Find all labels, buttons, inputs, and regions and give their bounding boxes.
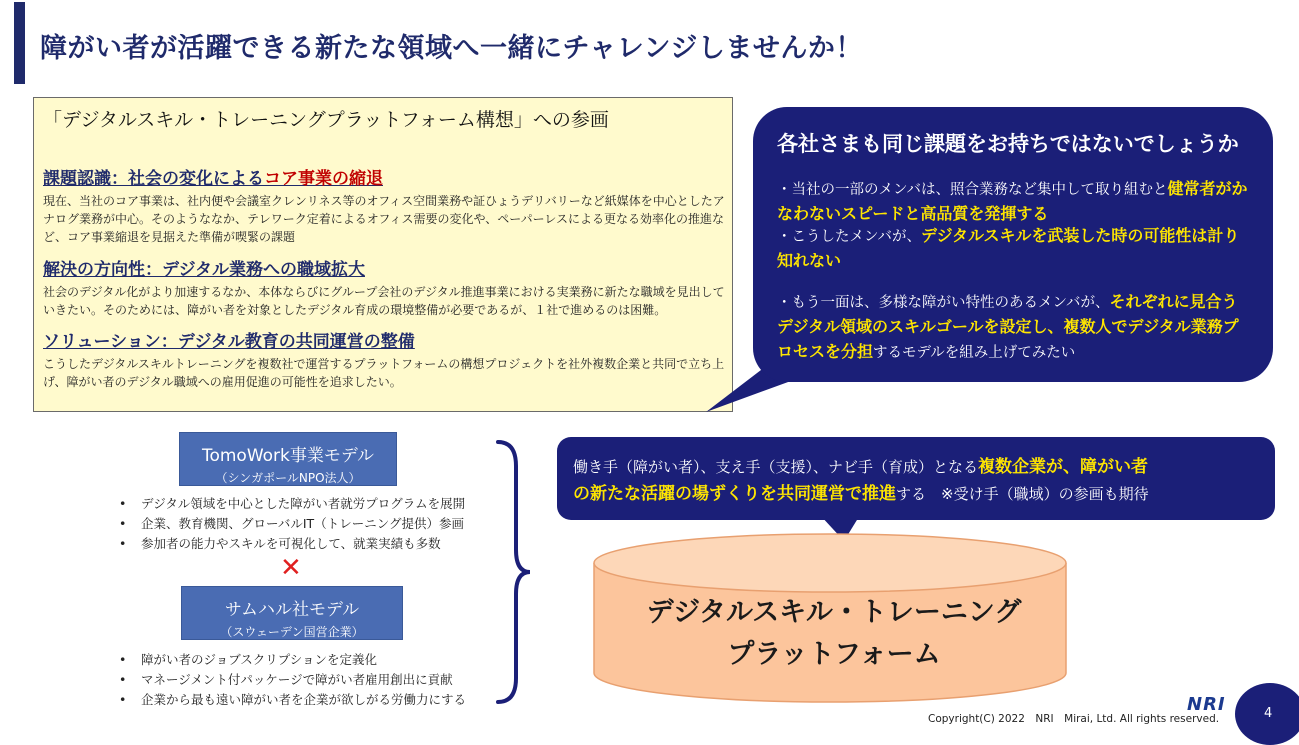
platform-label: プラットフォーム: [727, 639, 941, 670]
page-title: 障がい者が活躍できる新たな領域へ一緒にチャレンジしませんか！: [40, 33, 863, 64]
callout-point-model: ・もう一面は、多様な障がい特性のあるメンバが、それぞれに見合うデジタル領域のスキルゴールを設定し、複数人でデジタル業務プロセスを分担するモデルを組み上げてみたい: [777, 292, 1239, 361]
model-box-samhall: [181, 586, 403, 640]
model-name: サムハル社モデル: [224, 600, 360, 620]
callout-title: 各社さまも同じ課題をお持ちではないでしょうか: [777, 132, 1239, 156]
curly-brace-icon: [490, 438, 540, 706]
heading-highlight: コア事業の縮退: [264, 169, 383, 189]
list-item: • 参加者の能力やスキルを可視化して、就業実績も多数: [119, 534, 465, 554]
title-accent-bar: [14, 2, 25, 84]
list-item: • マネージメント付パッケージで障がい者雇用創出に貢献: [119, 670, 466, 690]
list-item: • 企業から最も遠い障がい者を企業が欲しがる労働力にする: [119, 690, 466, 710]
section-heading-issue: 課題認識：社会の変化によるコア事業の縮退: [43, 169, 383, 189]
list-item: • 障がい者のジョブスクリプションを定義化: [119, 650, 466, 670]
platform-label: デジタルスキル・トレーニング: [646, 597, 1022, 628]
callout-point-speed: ・当社の一部のメンバは、照合業務など集中して取り組むと健常者がかなわないスピードと高品質を発揮する: [777, 179, 1248, 223]
section-heading-direction: 解決の方向性：デジタル業務への職域拡大: [43, 260, 365, 280]
page-number: 4: [1264, 706, 1273, 721]
list-item: • 企業、教育機関、グローバルIT（トレーニング提供）参画: [119, 514, 465, 534]
cross-icon: ✕: [280, 553, 302, 583]
section-heading-solution: ソリューション：デジタル教育の共同運営の整備: [43, 332, 415, 352]
roles-line-1: 働き手（障がい者）、支え手（支援）、ナビ手（育成）となる複数企業が、障がい者: [573, 457, 1149, 477]
model-subtitle: （スウェーデン国営企業）: [220, 625, 364, 639]
section-body-issue: 現在、当社のコア事業は、社内便や会議室クレンリネス等のオフィス空間業務や証ひょうデリバリーなど紙媒体を中心としたアナログ業務が中心。そのようななか、テレワーク定着によるオフィス需要の変化や、ペーパーレスによる更なる効率化の推進など、コア事業縮退を見据えた準備が喫緊の課題: [43, 194, 725, 244]
section-body-solution: こうしたデジタルスキルトレーニングを複数社で運営するプラットフォームの構想プロジェクトを社外複数企業と共同で立ち上げ、障がい者のデジタル職域への雇用促進の可能性を追求したい。: [43, 357, 725, 389]
model-bullets-tomowork: [119, 494, 465, 554]
copyright-text: Copyright(C) 2022 NRI Mirai, Ltd. All rights reserved.: [928, 713, 1220, 725]
nri-logo: NRI: [1187, 694, 1226, 715]
section-body-direction: 社会のデジタル化がより加速するなか、本体ならびにグループ会社のデジタル推進事業における実業務に新たな職域を見出していきたい。そのためには、障がい者を対象としたデジタル育成の環境整備が必要であるが、１社で進めるのは困難。: [43, 285, 725, 317]
roles-line-2: の新たな活躍の場ずくりを共同運営で推進する ※受け手（職域）の参画も期待: [573, 484, 1149, 504]
proposal-title: 「デジタルスキル・トレーニングプラットフォーム構想」への参画: [43, 109, 609, 131]
callout-point-potential: ・こうしたメンバが、デジタルスキルを武装した時の可能性は計り知れない: [777, 226, 1240, 270]
model-bullets-samhall: [119, 650, 466, 710]
list-item: • デジタル領域を中心とした障がい者就労プログラムを展開: [119, 494, 465, 514]
model-subtitle: （シンガポールNPO法人）: [215, 471, 361, 485]
model-name: TomoWork事業モデル: [201, 446, 375, 466]
model-box-tomowork: [179, 432, 397, 486]
